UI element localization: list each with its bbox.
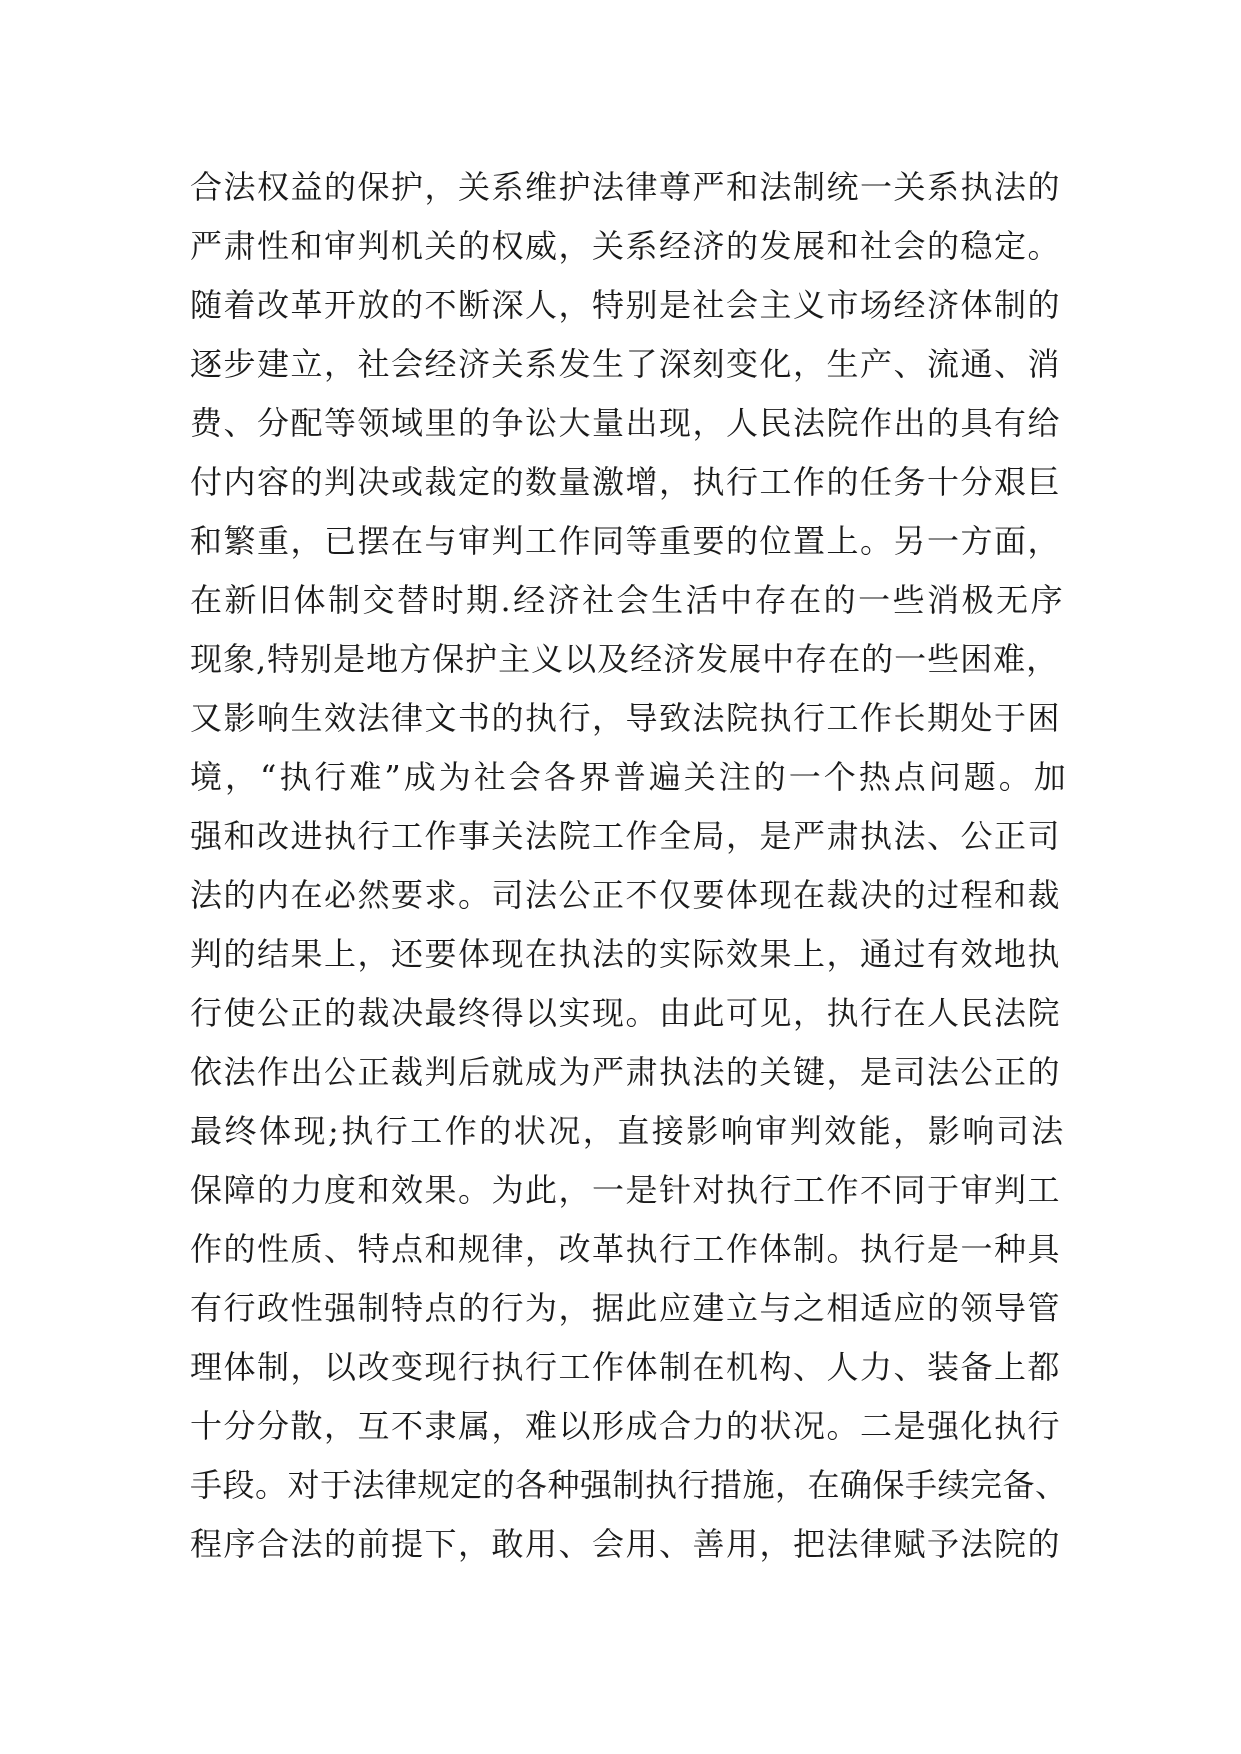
text-line: 现象,特别是地方保护主义以及经济发展中存在的一些困难，: [190, 640, 1060, 678]
text-line: 保障的力度和效果。为此，一是针对执行工作不同于审判工: [190, 1171, 1062, 1209]
text-line: 十分分散，互不隶属，难以形成合力的状况。二是强化执行: [190, 1407, 1062, 1445]
text-line: 强和改进执行工作事关法院工作全局，是严肃执法、公正司: [190, 817, 1062, 855]
text-line: 合法权益的保护，关系维护法律尊严和法制统一关系执法的: [190, 168, 1062, 206]
text-line: 程序合法的前提下，敢用、会用、善用，把法律赋予法院的: [190, 1525, 1062, 1563]
text-line: 境，“执行难”成为社会各界普遍关注的一个热点问题。加: [190, 758, 1069, 796]
text-line: 行使公正的裁决最终得以实现。由此可见，执行在人民法院: [190, 994, 1062, 1032]
text-line: 有行政性强制特点的行为，据此应建立与之相适应的领导管: [190, 1289, 1062, 1327]
text-line: 依法作出公正裁判后就成为严肃执法的关键，是司法公正的: [190, 1053, 1062, 1091]
text-line: 理体制，以改变现行执行工作体制在机构、人力、装备上都: [190, 1348, 1062, 1386]
text-line: 严肃性和审判机关的权威，关系经济的发展和社会的稳定。: [190, 227, 1062, 265]
text-line: 法的内在必然要求。司法公正不仅要体现在裁决的过程和裁: [190, 876, 1062, 914]
body-text: [190, 158, 1070, 1574]
text-line: 作的性质、特点和规律，改革执行工作体制。执行是一种具: [190, 1230, 1062, 1268]
text-line: 随着改革开放的不断深人，特别是社会主义市场经济体制的: [190, 286, 1062, 324]
text-line: 手段。对于法律规定的各种强制执行措施，在确保手续完备、: [190, 1466, 1068, 1504]
text-line: 最终体现;执行工作的状况，直接影响审判效能，影响司法: [190, 1112, 1066, 1150]
text-line: 付内容的判决或裁定的数量激增，执行工作的任务十分艰巨: [190, 463, 1062, 501]
text-line: 和繁重，已摆在与审判工作同等重要的位置上。另一方面，: [190, 522, 1062, 560]
text-line: 在新旧体制交替时期.经济社会生活中存在的一些消极无序: [190, 581, 1066, 619]
text-line: 逐步建立，社会经济关系发生了深刻变化，生产、流通、消: [190, 345, 1062, 383]
text-line: 费、分配等领域里的争讼大量出现，人民法院作出的具有给: [190, 404, 1062, 442]
text-line: 又影响生效法律文书的执行，导致法院执行工作长期处于困: [190, 699, 1062, 737]
text-line: 判的结果上，还要体现在执法的实际效果上，通过有效地执: [190, 935, 1062, 973]
